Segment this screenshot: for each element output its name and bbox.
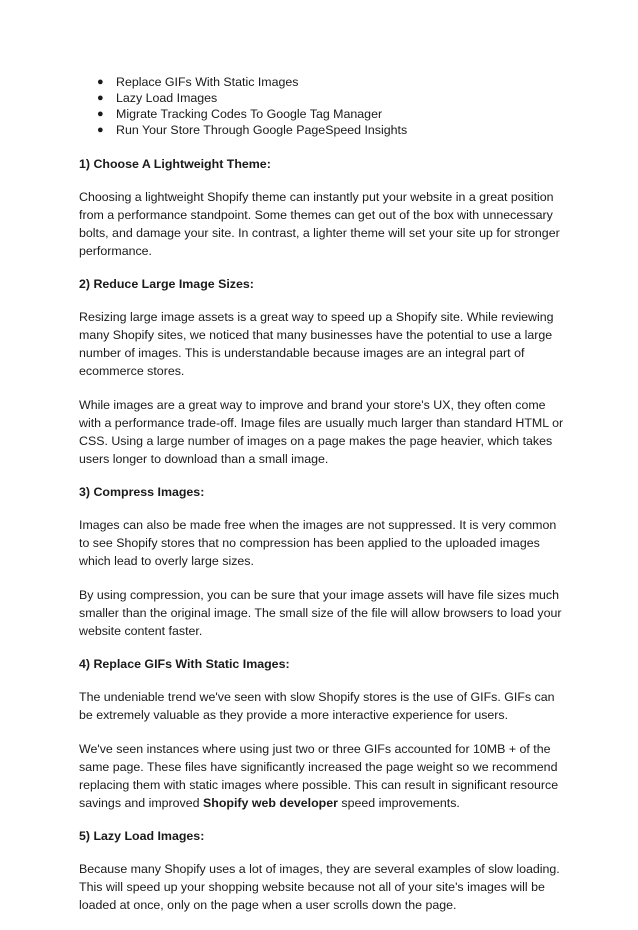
bullet-icon: ● [97, 108, 104, 120]
section-3-paragraph-2: By using compression, you can be sure that your image assets will have file sizes much smaller than the original image. The small size of the file will allow browsers to load your website content faster. [79, 588, 562, 638]
list-item: ● Lazy Load Images [97, 91, 218, 105]
list-item: ● Migrate Tracking Codes To Google Tag Manager [97, 107, 383, 121]
section-3-paragraph-1: Images can also be made free when the images are not suppressed. It is very common to see Shopify stores that no compression has been applied to the uploaded images which lead to overly large sizes. [79, 518, 557, 568]
section-heading-5: 5) Lazy Load Images: [79, 829, 205, 843]
list-item: ● Replace GIFs With Static Images [97, 75, 299, 89]
bold-phrase: Shopify web developer [202, 796, 338, 810]
section-1-paragraph-1: Choosing a lightweight Shopify theme can instantly put your website in a great position from a performance standpoint. Some themes can get out of the box with unnecessary bolts, and damage your site. In contrast, a lighter theme will set your site up for stronger performance. [79, 190, 560, 258]
section-heading-3: 3) Compress Images: [79, 485, 205, 499]
section-4-paragraph-1: The undeniable trend we've seen with slow Shopify stores is the use of GIFs. GIFs can be extremely valuable as they provide a more interactive experience for users. [79, 690, 555, 722]
section-heading-2: 2) Reduce Large Image Sizes: [79, 277, 254, 291]
section-heading-1: 1) Choose A Lightweight Theme: [79, 157, 271, 171]
bullet-icon: ● [97, 76, 104, 88]
section-heading-4: 4) Replace GIFs With Static Images: [79, 657, 290, 671]
document-content [79, 74, 569, 930]
bullet-icon: ● [97, 124, 104, 136]
section-4-paragraph-2: We've seen instances where using just two or three GIFs accounted for 10MB + of the same page. These files have significantly increased the page weight so we recommend replacing them with static images where possible. This can result in significant resource savings and improved Shopify web developer speed improvements. [79, 742, 559, 810]
section-2-paragraph-1: Resizing large image assets is a great way to speed up a Shopify site. While reviewing many Shopify sites, we noticed that many businesses have the potential to use a large number of images. This is understandable because images are an integral part of ecommerce stores. [79, 310, 554, 378]
section-5-paragraph-1: Because many Shopify uses a lot of images, they are several examples of slow loading. This will speed up your shopping website because not all of your site's images will be loaded at once, only on the page when a user scrolls down the page. [79, 862, 560, 912]
bullet-list [79, 74, 569, 138]
bullet-icon: ● [97, 92, 104, 104]
list-item: ● Run Your Store Through Google PageSpeed Insights [97, 123, 408, 137]
section-2-paragraph-2: While images are a great way to improve and brand your store's UX, they often come with a performance trade-off. Image files are usually much larger than standard HTML or CSS. Using a large number of images on a page makes the page heavier, which takes users longer to download than a small image. [79, 398, 564, 466]
